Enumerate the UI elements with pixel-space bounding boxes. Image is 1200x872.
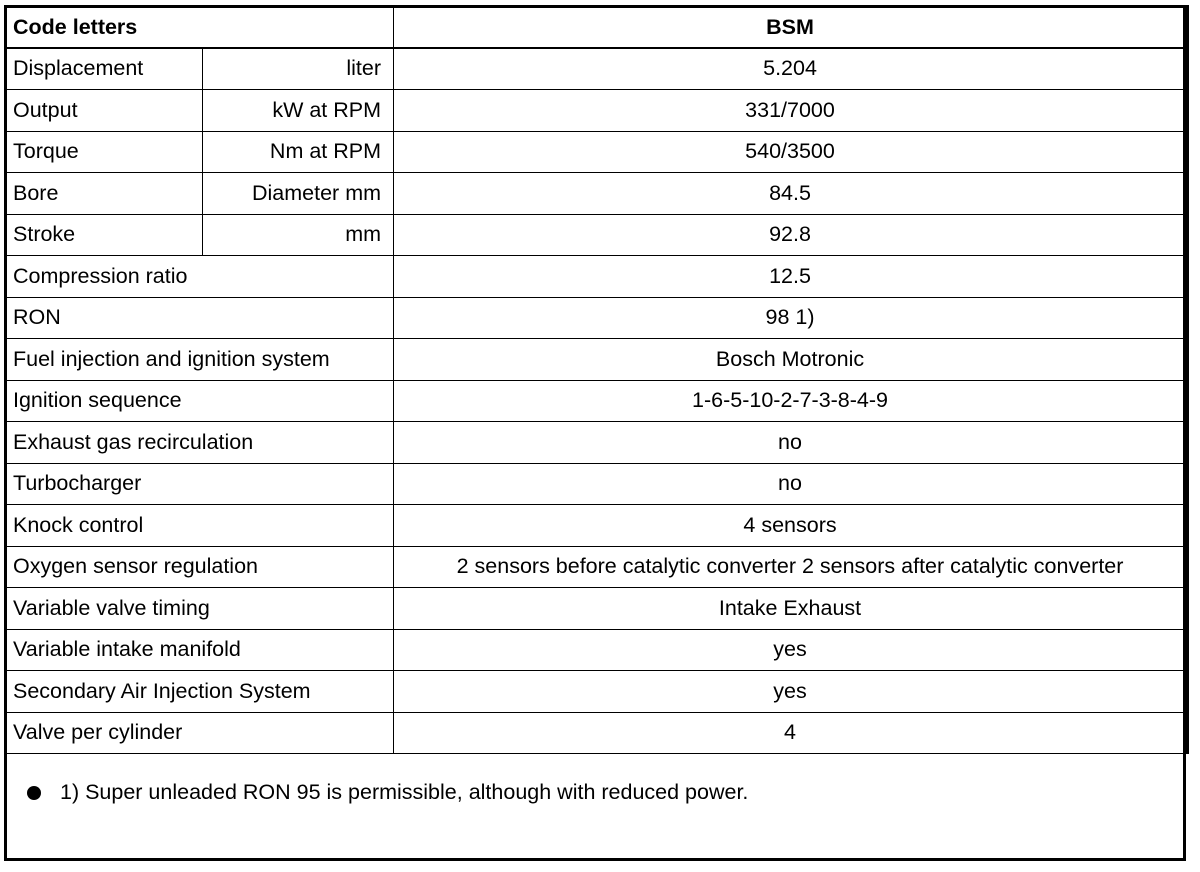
- engine-data-sheet: [4, 5, 1186, 861]
- row-parameter: Bore: [6, 173, 203, 215]
- table-row: [6, 90, 1188, 132]
- row-value: Intake Exhaust: [394, 588, 1188, 630]
- row-value: 331/7000: [394, 90, 1188, 132]
- row-value: yes: [394, 629, 1188, 671]
- row-parameter: Ignition sequence: [6, 380, 394, 422]
- table-row: [6, 173, 1188, 215]
- row-value: 92.8: [394, 214, 1188, 256]
- row-value: 84.5: [394, 173, 1188, 215]
- table-row: [6, 463, 1188, 505]
- row-parameter: Secondary Air Injection System: [6, 671, 394, 713]
- row-value: yes: [394, 671, 1188, 713]
- header-engine-code: BSM: [394, 7, 1188, 49]
- row-unit: kW at RPM: [203, 90, 394, 132]
- row-parameter: Compression ratio: [6, 256, 394, 298]
- table-row: [6, 712, 1188, 754]
- table-row: [6, 671, 1188, 713]
- row-value: no: [394, 463, 1188, 505]
- row-parameter: Displacement: [6, 48, 203, 90]
- table-row: [6, 505, 1188, 547]
- table-row: [6, 256, 1188, 298]
- engine-spec-table: [4, 5, 1189, 754]
- row-value: 5.204: [394, 48, 1188, 90]
- table-row: [6, 131, 1188, 173]
- row-unit: mm: [203, 214, 394, 256]
- row-parameter: Variable valve timing: [6, 588, 394, 630]
- row-parameter: Valve per cylinder: [6, 712, 394, 754]
- table-row: [6, 422, 1188, 464]
- row-value: 98 1): [394, 297, 1188, 339]
- row-parameter: RON: [6, 297, 394, 339]
- row-value: 4 sensors: [394, 505, 1188, 547]
- table-row: [6, 48, 1188, 90]
- row-parameter: Exhaust gas recirculation: [6, 422, 394, 464]
- table-row: [6, 629, 1188, 671]
- row-value: 540/3500: [394, 131, 1188, 173]
- row-parameter: Fuel injection and ignition system: [6, 339, 394, 381]
- row-parameter: Knock control: [6, 505, 394, 547]
- row-value: Bosch Motronic: [394, 339, 1188, 381]
- table-header-row: [6, 7, 1188, 49]
- row-parameter: Oxygen sensor regulation: [6, 546, 394, 588]
- row-unit: liter: [203, 48, 394, 90]
- row-parameter: Variable intake manifold: [6, 629, 394, 671]
- row-unit: Nm at RPM: [203, 131, 394, 173]
- row-parameter: Output: [6, 90, 203, 132]
- table-row: [6, 297, 1188, 339]
- row-value: 4: [394, 712, 1188, 754]
- row-value: 2 sensors before catalytic converter 2 sensors after catalytic converter: [394, 546, 1188, 588]
- table-row: [6, 588, 1188, 630]
- table-row: [6, 546, 1188, 588]
- row-value: no: [394, 422, 1188, 464]
- footnote-text: 1) Super unleaded RON 95 is permissible, although with reduced power.: [60, 780, 749, 804]
- table-row: [6, 214, 1188, 256]
- table-row: [6, 380, 1188, 422]
- header-parameter-label: Code letters: [6, 7, 394, 49]
- footnote: [27, 780, 748, 805]
- row-value: 12.5: [394, 256, 1188, 298]
- bullet-icon: [27, 786, 41, 800]
- row-parameter: Turbocharger: [6, 463, 394, 505]
- row-value: 1-6-5-10-2-7-3-8-4-9: [394, 380, 1188, 422]
- table-row: [6, 339, 1188, 381]
- row-parameter: Stroke: [6, 214, 203, 256]
- row-parameter: Torque: [6, 131, 203, 173]
- row-unit: Diameter mm: [203, 173, 394, 215]
